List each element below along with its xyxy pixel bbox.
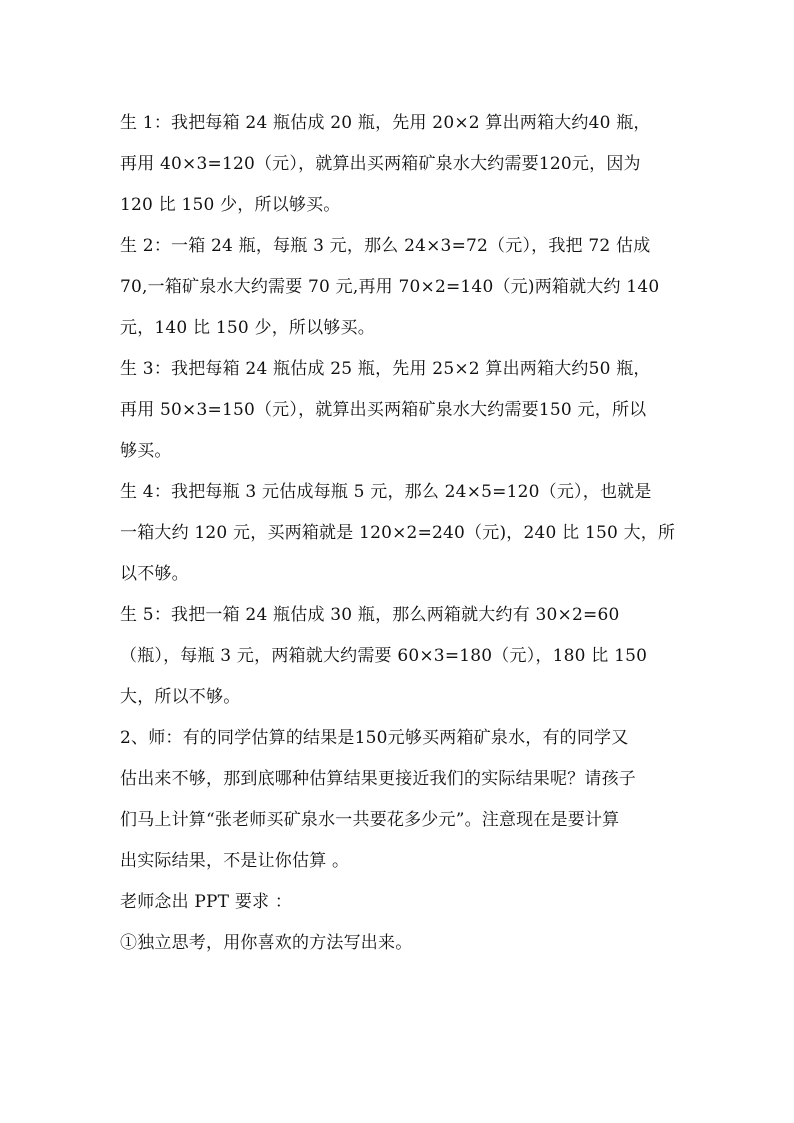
student-5-line-1: 生 5：我把一箱 24 瓶估成 30 瓶，那么两箱就大约有 30×2=60 — [120, 605, 620, 625]
student-5-line-3: 大，所以不够。 — [120, 687, 241, 707]
student-2-line-2: 70,一箱矿泉水大约需要 70 元,再用 70×2=140（元)两箱就大约 140 — [120, 277, 660, 297]
ppt-requirement-item-1: ①独立思考，用你喜欢的方法写出来。 — [120, 933, 413, 953]
student-3-line-1: 生 3：我把每箱 24 瓶估成 25 瓶，先用 25×2 算出两箱大约50 瓶， — [120, 359, 651, 379]
student-2-line-3: 元，140 比 150 少，所以够买。 — [120, 318, 375, 338]
student-4-line-2: 一箱大约 120 元，买两箱就是 120×2=240（元)，240 比 150 大，所 — [120, 523, 676, 543]
student-1-line-3: 120 比 150 少，所以够买。 — [120, 195, 341, 215]
student-3-line-3: 够买。 — [120, 441, 172, 461]
ppt-requirement-heading: 老师念出 PPT 要求 ： — [120, 892, 293, 912]
student-2-line-1: 生 2：一箱 24 瓶，每瓶 3 元，那么 24×3=72（元），我把 72 估成 — [120, 236, 651, 256]
student-5-line-2: （瓶），每瓶 3 元，两箱就大约需要 60×3=180（元），180 比 150 — [120, 646, 648, 666]
student-1-line-1: 生 1：我把每箱 24 瓶估成 20 瓶，先用 20×2 算出两箱大约40 瓶， — [120, 113, 651, 133]
teacher-prompt-line-2: 估出来不够，那到底哪种估算结果更接近我们的实际结果呢？请孩子 — [120, 769, 636, 789]
student-1-line-2: 再用 40×3=120（元），就算出买两箱矿泉水大约需要120元，因为 — [120, 154, 641, 174]
student-3-line-2: 再用 50×3=150（元），就算出买两箱矿泉水大约需要150 元，所以 — [120, 400, 647, 420]
document-body — [120, 103, 680, 964]
student-4-line-3: 以不够。 — [120, 564, 189, 584]
student-4-line-1: 生 4：我把每瓶 3 元估成每瓶 5 元，那么 24×5=120（元），也就是 — [120, 482, 652, 502]
teacher-prompt-line-4: 出实际结果，不是让你估算 。 — [120, 851, 350, 871]
teacher-prompt-line-1: 2、师：有的同学估算的结果是150元够买两箱矿泉水，有的同学又 — [120, 728, 629, 748]
teacher-prompt-line-3: 们马上计算“张老师买矿泉水一共要花多少元”。注意现在是要计算 — [120, 810, 620, 830]
